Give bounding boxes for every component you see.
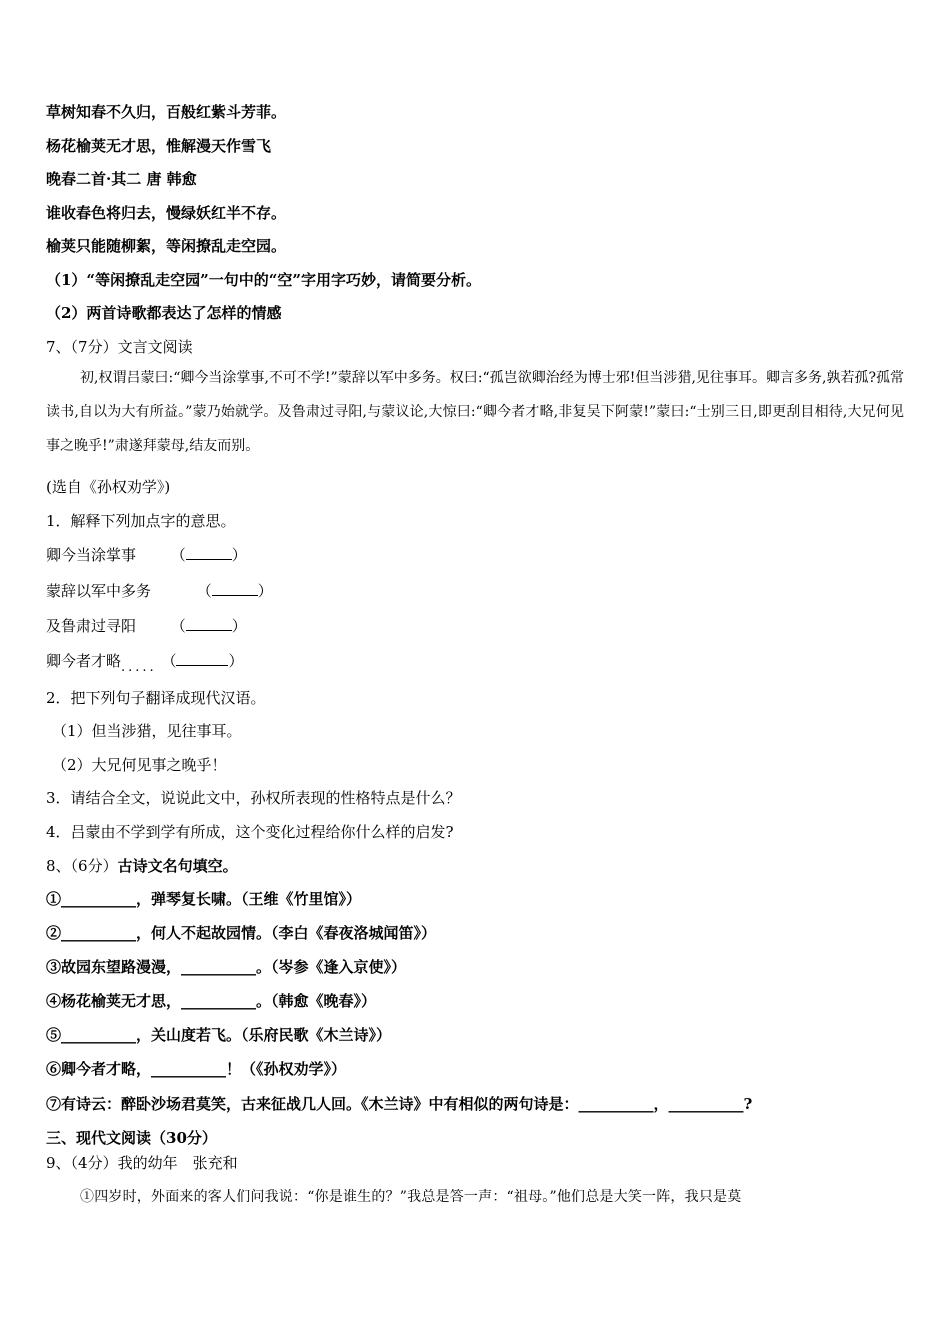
poem1-line2: 杨花榆荚无才思，惟解漫天作雪飞: [46, 137, 272, 155]
poem2-title: 晚春二首·其二 唐 韩愈: [46, 170, 197, 188]
poem2-line2: 榆荚只能随柳絮，等闲撩乱走空园。: [46, 237, 287, 255]
paren-close: ）: [231, 617, 247, 635]
poem2-line1: 谁收春色将归去，慢绿妖红半不存。: [46, 204, 287, 222]
word-text: 蒙辞以军中多务: [46, 582, 152, 600]
q8-heading: [46, 856, 238, 876]
paren-open: （: [161, 652, 177, 670]
q6-sub-question-1: （1）“等闲撩乱走空园”一句中的“空”字用字巧妙，请简要分析。: [46, 271, 481, 289]
fill-item: ③故园东望路漫漫，__________。（岑参《逢入京使》）: [46, 958, 407, 976]
answer-blank[interactable]: [212, 581, 258, 596]
word-text: 及鲁肃过寻阳: [46, 617, 137, 635]
q7-subquestion-2-2: （2）大兄何见事之晚乎！: [52, 756, 227, 774]
q9-paragraph: ①四岁时，外面来的客人们问我说：“你是谁生的？”我总是答一声：“祖母。”他们总是大笑一阵，我只是莫: [80, 1189, 742, 1205]
q6-sub-question-2: （2）两首诗歌都表达了怎样的情感: [46, 304, 282, 322]
fill-item: ⑤__________，关山度若飞。（乐府民歌《木兰诗》）: [46, 1026, 392, 1044]
paren-open: （: [170, 617, 186, 635]
answer-blank[interactable]: [186, 545, 232, 560]
word-item: [46, 581, 273, 601]
q9-heading: 9、（4分）我的幼年 张充和: [46, 1154, 238, 1172]
answer-blank[interactable]: [186, 616, 232, 631]
q8-title: 古诗文名句填空。: [117, 857, 238, 875]
fill-item: ④杨花榆荚无才思，__________。（韩愈《晚春》）: [46, 992, 377, 1010]
q7-subquestion-1: 1．解释下列加点字的意思。: [46, 512, 236, 530]
paren-open: （: [170, 546, 186, 564]
section3-heading: 三、现代文阅读（30分）: [46, 1129, 217, 1147]
paren-close: ）: [231, 546, 247, 564]
q7-heading: 7、（7分）文言文阅读: [46, 338, 193, 356]
paren-close: ）: [228, 652, 244, 670]
paren-open: （: [196, 582, 212, 600]
poem1-line1: 草树知春不久归，百般红紫斗芳菲。: [46, 103, 287, 121]
paren-close: ）: [257, 582, 273, 600]
q8-number: 8、（6分）: [46, 857, 118, 875]
word-item: [46, 616, 247, 636]
fill-item: ⑥卿今者才略，__________！（《孙权劝学》）: [46, 1060, 347, 1078]
fill-item: ⑦有诗云：醉卧沙场君莫笑，古来征战几人回。《木兰诗》中有相似的两句诗是：__________，__________?: [46, 1095, 753, 1113]
fill-item: ②__________，何人不起故园情。（李白《春夜洛城闻笛》）: [46, 924, 437, 942]
answer-blank[interactable]: [176, 651, 228, 666]
q7-subquestion-2-1: （1）但当涉猎，见往事耳。: [52, 722, 242, 740]
q7-subquestion-3: 3．请结合全文，说说此文中，孙权所表现的性格特点是什么？: [46, 789, 461, 807]
fill-item: ①__________，弹琴复长啸。（王维《竹里馆》）: [46, 890, 362, 908]
q7-subquestion-2: 2．把下列句子翻译成现代汉语。: [46, 689, 266, 707]
word-text: 卿今当涂掌事: [46, 546, 137, 564]
word-item: [46, 651, 244, 673]
word-text: 卿今者才略: [46, 652, 122, 670]
emphasis-dots: .....: [121, 660, 157, 675]
q7-subquestion-4: 4．吕蒙由不学到学有所成，这个变化过程给你什么样的启发?: [46, 823, 454, 841]
q7-source: (选自《孙权劝学》): [46, 478, 171, 496]
q7-passage: 初,权谓吕蒙曰:“卿今当涂掌事,不可不学!”蒙辞以军中多务。权曰:“孤岂欲卿治经为博士邪!但当涉猎,见往事耳。卿言多务,孰若孤?孤常读书,自以为大有所益。”蒙乃始就学。及鲁肃过寻阳,与蒙议论,大惊曰:“卿今者才略,非复吴下阿蒙!”蒙曰:“士别三日,即更刮目相待,大兄何见事之晚乎!”肃遂拜蒙母,结友而别。: [46, 370, 904, 454]
word-item: [46, 545, 247, 565]
